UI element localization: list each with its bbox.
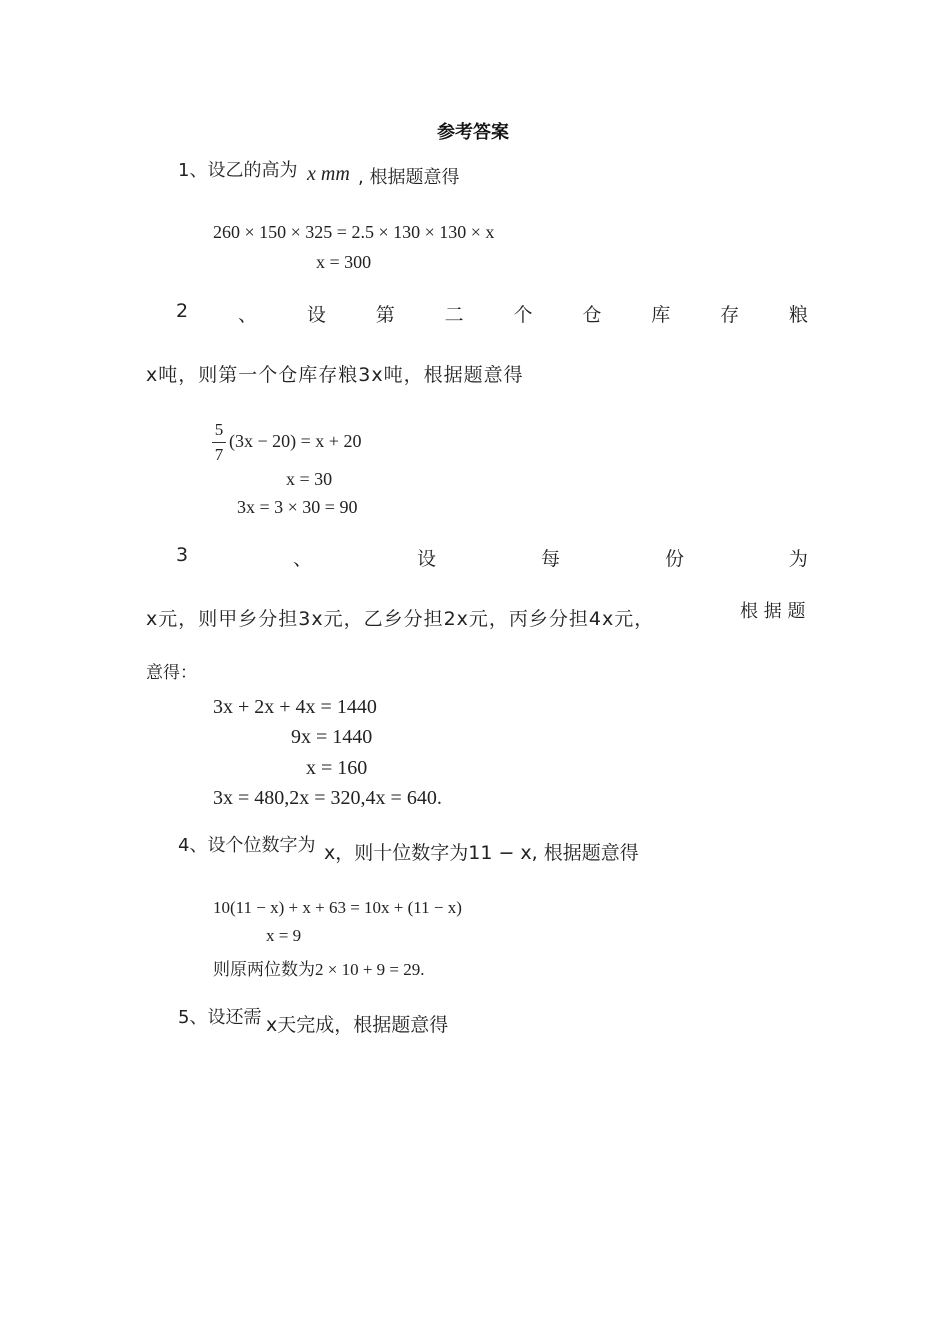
q2-char: 存 bbox=[720, 304, 740, 326]
q4-equation-1: 10(11 − x) + x + 63 = 10x + (11 − x) bbox=[213, 898, 462, 917]
q2-char: 库 bbox=[651, 304, 671, 326]
q3-equation-1: 3x + 2x + 4x = 1440 bbox=[213, 696, 377, 718]
q2-char: 二 bbox=[444, 304, 464, 326]
q2-char: 2 bbox=[176, 300, 189, 322]
q4-tail: x，则十位数字为11 − x, 根据题意得 bbox=[324, 842, 639, 864]
q2-equation-3: 3x = 3 × 30 = 90 bbox=[237, 497, 358, 517]
q1-heading: 1、设乙的高为 bbox=[178, 160, 298, 181]
q2-char: 设 bbox=[306, 304, 326, 326]
q2-fraction-denominator: 7 bbox=[214, 445, 224, 464]
q2-fraction-numerator: 5 bbox=[214, 420, 224, 439]
q3-char: 每 bbox=[540, 548, 560, 570]
q3-line-3: 意得： bbox=[146, 663, 197, 683]
q3-line-2: x元，则甲乡分担3x元，乙乡分担2x元，丙乡分担4x元， bbox=[146, 608, 655, 630]
q3-line-2-end: 根 据 题 bbox=[740, 601, 806, 622]
q1-tail: , 根据题意得 bbox=[358, 167, 460, 188]
page-title: 参考答案 bbox=[437, 122, 509, 143]
q2-char: 粮 bbox=[788, 304, 808, 326]
q1-equation-1: 260 × 150 × 325 = 2.5 × 130 × 130 × x bbox=[213, 222, 495, 242]
q2-char: 第 bbox=[375, 304, 395, 326]
q2-line-2: x吨，则第一个仓库存粮3x吨，根据题意得 bbox=[146, 364, 524, 386]
q5-tail: x天完成，根据题意得 bbox=[266, 1014, 449, 1036]
q3-char: 份 bbox=[664, 548, 684, 570]
q3-equation-3: x = 160 bbox=[306, 757, 368, 779]
q3-char: 为 bbox=[788, 548, 808, 570]
q2-fraction bbox=[212, 420, 226, 465]
q2-justified-row bbox=[176, 300, 808, 327]
q5-heading: 5、设还需 bbox=[178, 1007, 262, 1028]
q4-equation-3: 则原两位数为2 × 10 + 9 = 29. bbox=[213, 960, 425, 979]
q4-equation-2: x = 9 bbox=[266, 926, 302, 945]
q2-char: 仓 bbox=[582, 304, 602, 326]
q1-variable: x mm bbox=[307, 163, 350, 185]
q3-char: 3 bbox=[176, 544, 189, 566]
q3-equation-4: 3x = 480,2x = 320,4x = 640. bbox=[213, 787, 442, 809]
q2-char: 个 bbox=[513, 304, 533, 326]
q3-char: 、 bbox=[293, 548, 313, 570]
q3-char: 设 bbox=[417, 548, 437, 570]
q1-equation-2: x = 300 bbox=[316, 252, 372, 272]
q3-justified-row bbox=[176, 544, 808, 571]
q3-equation-2: 9x = 1440 bbox=[291, 726, 373, 748]
q4-heading: 4、设个位数字为 bbox=[178, 835, 316, 856]
q2-char: 、 bbox=[237, 304, 257, 326]
q2-equation-2: x = 30 bbox=[286, 469, 333, 489]
q2-equation-1: (3x − 20) = x + 20 bbox=[229, 431, 362, 451]
